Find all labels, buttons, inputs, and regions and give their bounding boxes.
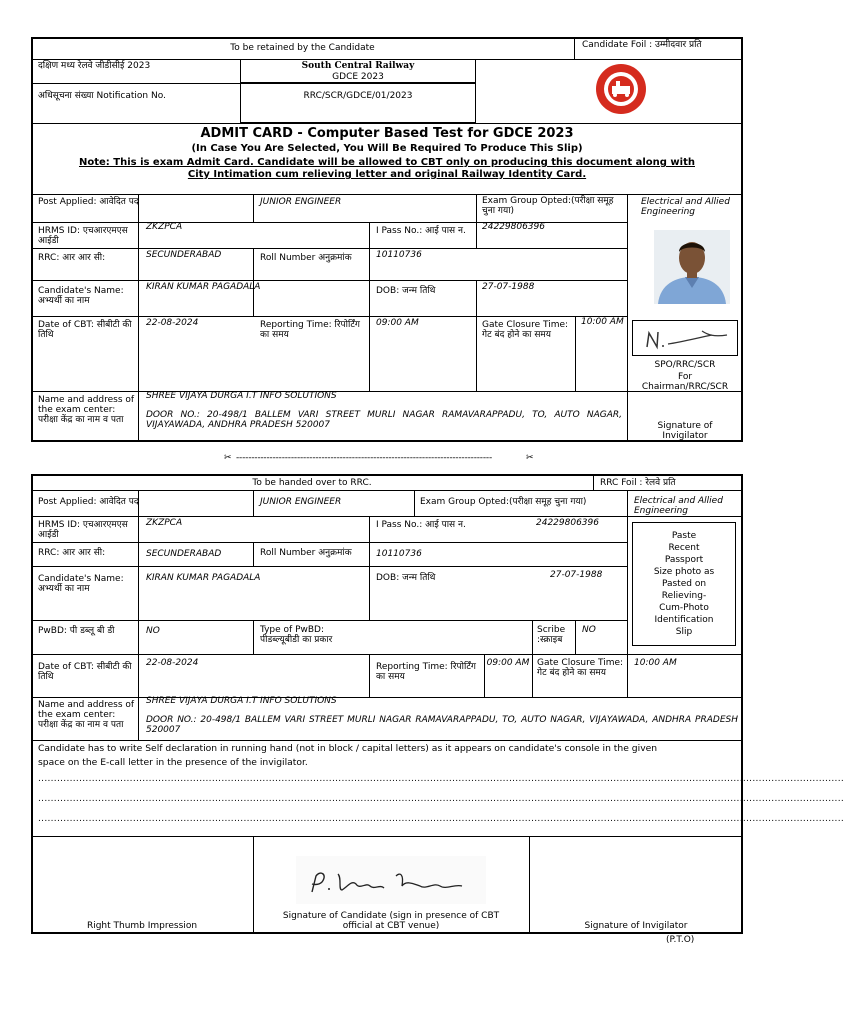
pwbd-type-label: Type of PwBD: पीडब्ल्यूबीडी का प्रकार: [260, 625, 333, 645]
venue-label: Name and address of the exam center: परीक्षा केंद्र का नाम व पता: [38, 395, 135, 425]
bottom-candidate-name-value: KIRAN KUMAR PAGADALA: [146, 573, 261, 583]
scissors-right-icon: ✂: [526, 453, 534, 463]
bottom-post-applied-label: Post Applied: आवेदित पद: [38, 497, 139, 507]
pto-label: (P.T.O): [666, 935, 695, 945]
ipass-label: I Pass No.: आई पास न.: [376, 226, 466, 236]
hrms-label: HRMS ID: एचआरएमएस आईडी: [38, 226, 128, 246]
rrc-value: SECUNDERABAD: [146, 250, 222, 260]
pwbd-value: NO: [146, 626, 160, 636]
gdce-label: GDCE 2023: [332, 72, 384, 82]
ipass-value: 24229806396: [482, 222, 545, 232]
dob-label: DOB: जन्म तिथि: [376, 286, 436, 296]
bottom-dob-label: DOB: जन्म तिथि: [376, 573, 436, 583]
pwbd-label: PwBD: पी डब्लू बी डी: [38, 626, 115, 636]
dob-value: 27-07-1988: [482, 282, 535, 292]
railway-name: South Central Railway: [301, 61, 415, 71]
candidate-signature-label1: Signature of Candidate (sign in presence of CBT: [282, 911, 500, 921]
declaration-line2: space on the E-call letter in the presence of the invigilator.: [38, 757, 308, 768]
gate-closure-value: 10:00 AM: [581, 317, 624, 327]
bottom-venue-name: SHREE VIJAYA DURGA I.T INFO SOLUTIONS: [146, 696, 337, 706]
photo-line8: Identification: [654, 615, 714, 625]
candidate-photo: [654, 230, 730, 304]
bottom-exam-group-value: Electrical and Allied Engineering: [634, 496, 723, 516]
roll-number-value: 10110736: [376, 250, 422, 260]
admit-card-title: ADMIT CARD - Computer Based Test for GDCE 2023: [200, 126, 574, 141]
venue-name: SHREE VIJAYA DURGA I.T INFO SOLUTIONS: [146, 391, 337, 401]
bottom-roll-number-value: 10110736: [376, 549, 422, 559]
candidate-name-label: Candidate's Name: अभ्यर्थी का नाम: [38, 286, 124, 306]
bottom-invigilator-signature-label: Signature of Invigilator: [584, 921, 688, 931]
scribe-value: NO: [582, 625, 596, 635]
declaration-dots-line3[interactable]: ...............................................................................................................................................................................................................................................................: [38, 814, 844, 824]
spo-line3: Chairman/RRC/SCR: [641, 382, 729, 392]
indian-railways-logo-icon: [594, 62, 648, 116]
photo-line5: Pasted on: [661, 579, 707, 589]
cbt-date-label: Date of CBT: सीबीटी की तिथि: [38, 320, 132, 340]
declaration-dots-line1[interactable]: ...............................................................................................................................................................................................................................................................: [38, 774, 844, 784]
candidate-signature-icon: [296, 856, 486, 904]
bottom-reporting-time-value: 09:00 AM: [486, 658, 530, 668]
bottom-hrms-label: HRMS ID: एचआरएमएस आईडी: [38, 520, 128, 540]
reporting-time-value: 09:00 AM: [376, 318, 419, 328]
bottom-venue-label: Name and address of the exam center: परीक्षा केंद्र का नाम व पता: [38, 700, 135, 730]
admit-note-line1: Note: This is exam Admit Card. Candidate will be allowed to CBT only on producing this document along with: [78, 157, 695, 168]
bottom-exam-group-label: Exam Group Opted:(परीक्षा समूह चुना गया): [420, 497, 587, 507]
post-applied-value: JUNIOR ENGINEER: [260, 197, 342, 207]
zone-hindi: दक्षिण मध्य रेलवे जीडीसीई 2023: [38, 61, 151, 71]
photo-line2: Recent: [668, 543, 700, 553]
exam-group-value: Electrical and Allied Engineering: [641, 197, 730, 217]
bottom-hrms-value: ZKZPCA: [146, 518, 183, 528]
bottom-cbt-date-label: Date of CBT: सीबीटी की तिथि: [38, 662, 132, 682]
handed-label: To be handed over to RRC.: [252, 478, 372, 488]
admit-note-line2: City Intimation cum relieving letter and original Railway Identity Card.: [187, 169, 587, 180]
spo-signature-icon: [642, 323, 732, 353]
admit-card-subtitle: (In Case You Are Selected, You Will Be Required To Produce This Slip): [191, 143, 583, 154]
bottom-gate-closure-label: Gate Closure Time: गेट बंद होने का समय: [537, 658, 624, 678]
scissors-left-icon: ✂: [224, 453, 232, 463]
scribe-label: Scribe :स्क्राइब: [537, 625, 566, 645]
top-invigilator-signature-label: Signature of Invigilator: [657, 421, 713, 441]
bottom-rrc-value: SECUNDERABAD: [146, 549, 222, 559]
post-applied-label: Post Applied: आवेदित पद: [38, 197, 139, 207]
cbt-date-value: 22-08-2024: [146, 318, 199, 328]
spo-line1: SPO/RRC/SCR: [654, 360, 716, 370]
bottom-ipass-label: I Pass No.: आई पास न.: [376, 520, 466, 530]
retained-label: To be retained by the Candidate: [230, 43, 375, 53]
spo-line2: For: [677, 372, 693, 382]
cut-line: ------------------------------------------------------------------------------------: [236, 453, 492, 463]
bottom-ipass-value: 24229806396: [536, 518, 599, 528]
gate-closure-label: Gate Closure Time: गेट बंद होने का समय: [482, 320, 569, 340]
thumb-impression-label: Right Thumb Impression: [86, 921, 198, 931]
notification-label: अधिसूचना संख्या Notification No.: [38, 91, 166, 101]
bottom-rrc-label: RRC: आर आर सी:: [38, 548, 106, 558]
reporting-time-label: Reporting Time: रिपोर्टिंग का समय: [260, 320, 360, 340]
photo-line4: Size photo as: [653, 567, 715, 577]
bottom-candidate-name-label: Candidate's Name: अभ्यर्थी का नाम: [38, 574, 124, 594]
bottom-venue-address: DOOR NO.: 20-498/1 BALLEM VARI STREET MURLI NAGAR RAMAVARAPPADU, TO, AUTO NAGAR, VIJAYAWADA, ANDHRA PRADESH 520007: [146, 715, 738, 735]
roll-number-label: Roll Number अनुक्रमांक: [260, 253, 352, 263]
rrc-foil-label: RRC Foil : रेलवे प्रति: [600, 478, 676, 488]
photo-line7: Cum-Photo: [659, 603, 709, 613]
bottom-reporting-time-label: Reporting Time: रिपोर्टिंग का समय: [376, 662, 476, 682]
candidate-name-value: KIRAN KUMAR PAGADALA: [146, 282, 261, 292]
declaration-line1: Candidate has to write Self declaration in running hand (not in block / capital letters) as it appears on candidate's console in the given: [38, 743, 658, 754]
candidate-signature-label2: official at CBT venue): [342, 921, 440, 931]
bottom-post-applied-value: JUNIOR ENGINEER: [260, 497, 342, 507]
declaration-dots-line2[interactable]: ...............................................................................................................................................................................................................................................................: [38, 794, 844, 804]
bottom-dob-value: 27-07-1988: [550, 570, 603, 580]
photo-line3: Passport: [664, 555, 704, 565]
bottom-roll-number-label: Roll Number अनुक्रमांक: [260, 548, 352, 558]
hrms-value: ZKZPCA: [146, 222, 183, 232]
notification-box: [240, 83, 476, 123]
photo-line1: Paste: [671, 531, 697, 541]
photo-line9: Slip: [675, 627, 693, 637]
bottom-cbt-date-value: 22-08-2024: [146, 658, 199, 668]
exam-group-label: Exam Group Opted:(परीक्षा समूह चुना गया): [482, 196, 614, 216]
candidate-foil-label: Candidate Foil : उम्मीदवार प्रति: [582, 40, 702, 50]
rrc-label: RRC: आर आर सी:: [38, 253, 106, 263]
photo-line6: Relieving-: [661, 591, 707, 601]
bottom-gate-closure-value: 10:00 AM: [634, 658, 677, 668]
notification-number: RRC/SCR/GDCE/01/2023: [303, 91, 413, 101]
venue-address: DOOR NO.: 20-498/1 BALLEM VARI STREET MURLI NAGAR RAMAVARAPPADU, TO, AUTO NAGAR, VIJAYAWADA, ANDHRA PRADESH 520007: [146, 410, 622, 430]
